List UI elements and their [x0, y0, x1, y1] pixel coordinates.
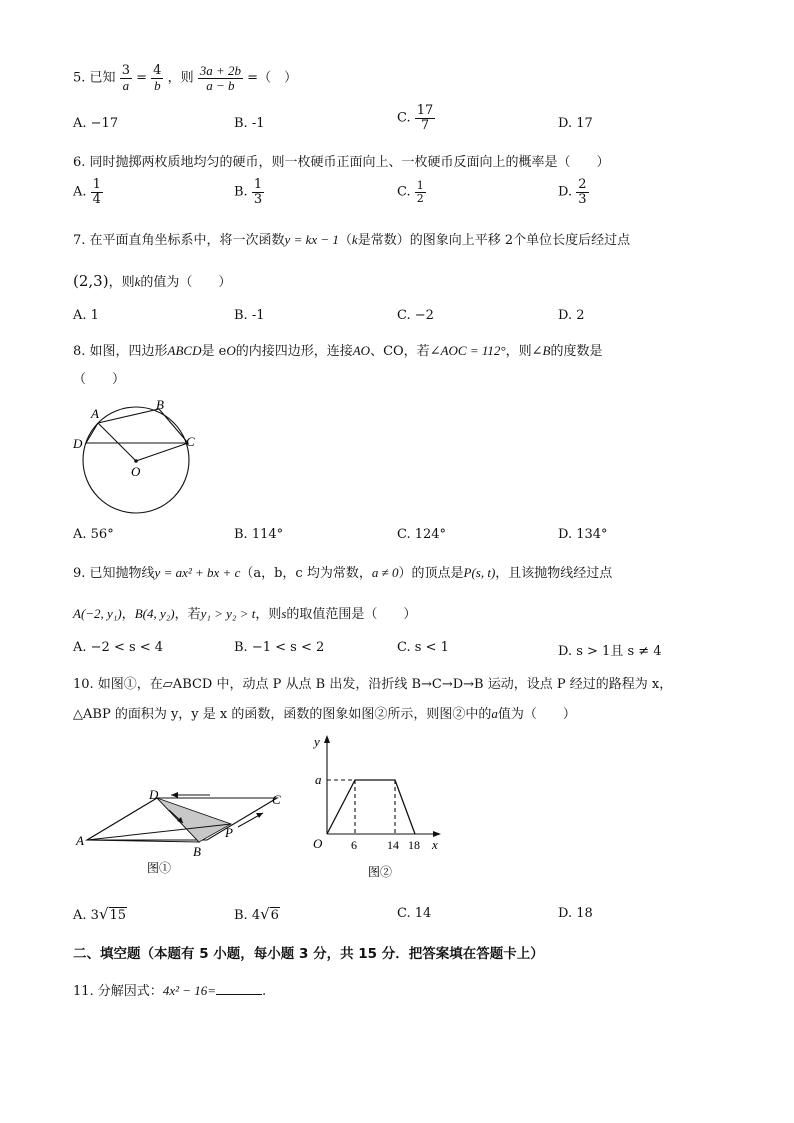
label-b: B [156, 397, 164, 412]
q7-stem-line2: (2,3)，则k的值为（ ） [73, 272, 232, 290]
label-o: O [131, 464, 141, 479]
function-graph [327, 780, 415, 834]
label-b: B [193, 844, 201, 859]
tick-6: 6 [351, 838, 357, 852]
q11-stem: 11. 分解因式：4x² − 16= . [73, 983, 267, 999]
q5-option-c[interactable]: C. $\frac{17}{7}$ [397, 103, 434, 133]
q7-option-c[interactable]: C. −2 [397, 308, 434, 323]
q8-option-b[interactable]: B. 114° [234, 527, 284, 542]
q5-stem: 5. 已知 $\frac{3}{a}$ = $\frac{4}{b}$ ，则 $\frac{3a + 2b}{a - b}$ =（ ） [73, 63, 298, 93]
label-y: y [314, 734, 320, 749]
label-a: A [91, 406, 99, 421]
q9-option-c[interactable]: C. s < 1 [397, 640, 449, 655]
q6-stem: 6. 同时抛掷两枚质地均匀的硬币，则一枚硬币正面向上、一枚硬币反面向上的概率是（ ） [73, 155, 610, 170]
fraction-3-over-a: $\frac{3}{a}$ [121, 63, 130, 93]
q8-option-a[interactable]: A. 56° [73, 527, 114, 542]
center-dot [134, 459, 138, 463]
q10-stem: 10. 如图①，在▱ABCD 中，动点 P 从点 B 出发，沿折线 B→C→D→B 运动，设点 P 经过的路程为 x， [73, 677, 673, 692]
q10-graph-figure [305, 732, 450, 882]
fraction-4-over-b: $\frac{4}{b}$ [153, 63, 162, 93]
q8-option-c[interactable]: C. 124° [397, 527, 447, 542]
label-c: C [272, 792, 281, 807]
q8-paren: （ ） [73, 372, 126, 387]
tick-18: 18 [408, 838, 420, 852]
tick-14: 14 [387, 838, 399, 852]
label-d: D [73, 436, 83, 451]
q10-option-b[interactable]: B. 4√6 [234, 905, 279, 923]
q7-stem: 7. 在平面直角坐标系中，将一次函数y = kx − 1（k是常数）的图象向上平移 2个单位长度后经过点 [73, 232, 631, 248]
q6-option-a[interactable]: A. $\frac{1}{4}$ [73, 177, 101, 207]
q9-option-a[interactable]: A. −2 < s < 4 [73, 640, 164, 655]
q7-option-a[interactable]: A. 1 [73, 308, 99, 323]
q5-option-b[interactable]: B. -1 [234, 116, 265, 131]
q10-option-d[interactable]: D. 18 [558, 906, 593, 921]
q7-option-d[interactable]: D. 2 [558, 308, 585, 323]
figure1-caption: 图① [147, 861, 172, 875]
segment-ao [98, 423, 136, 461]
segment-co [136, 443, 188, 461]
section-2-heading: 二、填空题（本题有 5 小题，每小题 3 分，共 15 分．把答案填在答题卡上） [73, 946, 544, 962]
q10-parallelogram-figure [75, 780, 290, 880]
q9-stem: 9. 已知抛物线y = ax² + bx + c（a，b，c 均为常数，a ≠ 0）的顶点是P(s, t)，且该抛物线经过点 [73, 565, 613, 581]
q5-option-a[interactable]: A. −17 [73, 116, 119, 131]
q8-circle-figure [70, 395, 200, 515]
q6-option-c[interactable]: C. $\frac{1}{2}$ [397, 179, 424, 205]
q7-option-b[interactable]: B. -1 [234, 308, 265, 323]
q10-stem-line2: △ABP 的面积为 y，y 是 x 的函数，函数的图象如图②所示，则图②中的a值为（ ） [73, 706, 576, 722]
label-d: D [149, 787, 159, 802]
answer-blank[interactable] [216, 982, 262, 995]
q9-stem-line2: A(−2, y₁)，B(4, y₂)，若y₁ > y₂ > t，则s的取值范围是（ ） [73, 606, 417, 622]
label-o: O [313, 836, 323, 851]
label-p: P [225, 825, 233, 840]
q10-option-c[interactable]: C. 14 [397, 906, 432, 921]
fraction-expression: $\frac{3a + 2b}{a - b}$ [199, 63, 242, 93]
label-a: A [76, 833, 84, 848]
label-x: x [432, 837, 438, 852]
shaded-triangle [157, 798, 231, 842]
q9-option-d[interactable]: D. s > 1且 s ≠ 4 [558, 644, 662, 659]
q10-option-a[interactable]: A. 3√15 [73, 905, 127, 923]
q8-option-d[interactable]: D. 134° [558, 527, 608, 542]
q6-option-d[interactable]: D. $\frac{2}{3}$ [558, 177, 587, 207]
q9-option-b[interactable]: B. −1 < s < 2 [234, 640, 325, 655]
q8-stem: 8. 如图，四边形ABCD是 eO的内接四边形，连接AO、CO，若∠AOC = 112°，则∠B的度数是 [73, 343, 603, 359]
label-c: C [186, 434, 195, 449]
figure2-caption: 图② [368, 865, 393, 879]
q5-option-d[interactable]: D. 17 [558, 116, 593, 131]
q6-option-b[interactable]: B. $\frac{1}{3}$ [234, 177, 263, 207]
label-a: a [315, 772, 322, 787]
